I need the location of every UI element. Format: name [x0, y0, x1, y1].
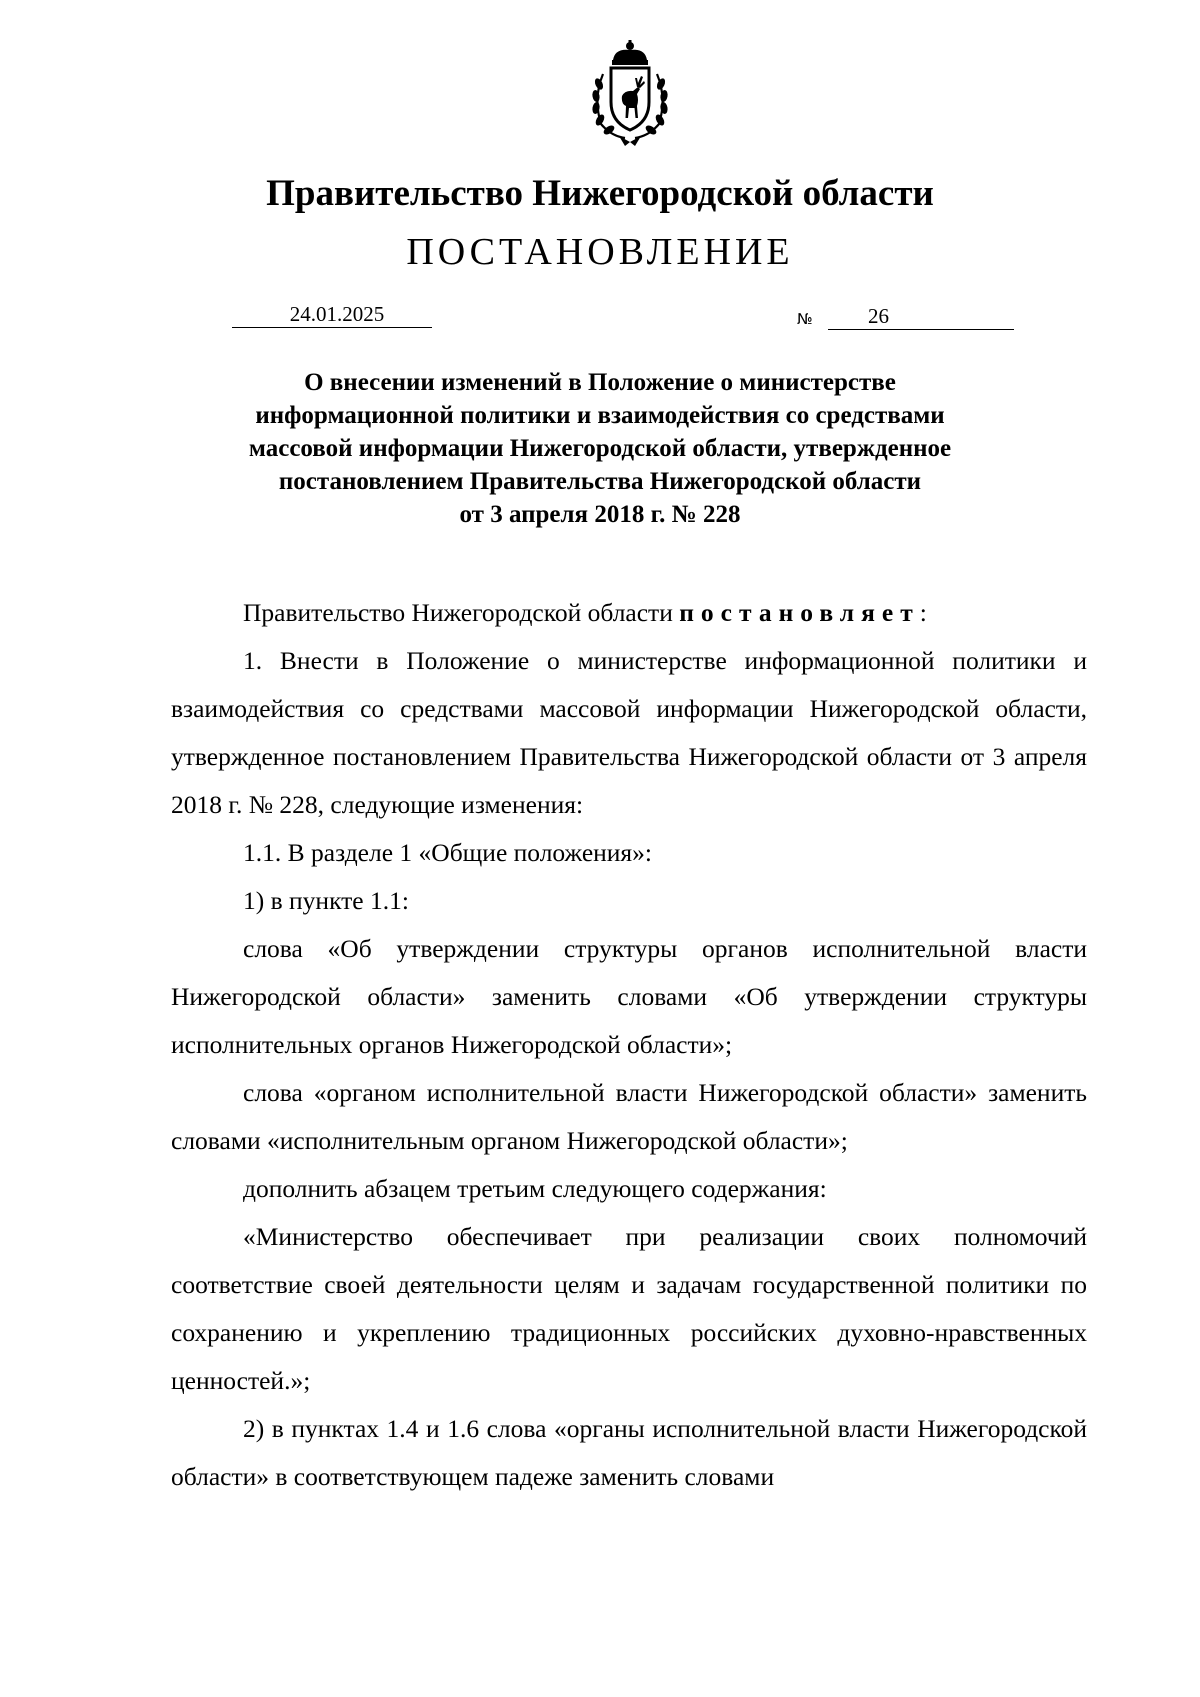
body-paragraph: «Министерство обеспечивает при реализации своих полномочий соответствие своей деятельности целям и задачам государственной политики по сохранению и укреплению традиционных российских духовно-нравственных ценностей.»;: [171, 1222, 1087, 1395]
number-sign: №: [797, 310, 813, 328]
subject-line: массовой информации Нижегородской области, утвержденное: [248, 435, 952, 462]
document-type: ПОСТАНОВЛЕНИЕ: [406, 231, 794, 273]
document-date: 24.01.2025: [232, 301, 432, 328]
body-paragraph: 1. Внести в Положение о министерстве информационной политики и взаимодействия со средствами массовой информации Нижегородской области, утвержденное постановлением Правительства Нижегородской области от 3 апреля 2018 г. № 228, следующие изменения:: [171, 646, 1087, 819]
crown-icon: [612, 40, 648, 65]
intro-prefix: Правительство Нижегородской области: [243, 598, 680, 627]
subject-line: постановлением Правительства Нижегородской области: [278, 468, 922, 495]
body-paragraph: слова «органом исполнительной власти Нижегородской области» заменить словами «исполнительным органом Нижегородской области»;: [171, 1078, 1087, 1155]
body-paragraph: 1.1. В разделе 1 «Общие положения»:: [243, 838, 652, 867]
subject-line: О внесении изменений в Положение о министерстве: [304, 369, 896, 396]
body-paragraph: слова «Об утверждении структуры органов исполнительной власти Нижегородской области» заменить словами «Об утверждении структуры исполнительных органов Нижегородской области»;: [171, 934, 1087, 1059]
intro-suffix: :: [919, 598, 927, 627]
document-body: [171, 589, 1087, 1501]
body-paragraph: 1) в пункте 1.1:: [243, 886, 409, 915]
document-number-field: [828, 303, 1014, 330]
body-paragraph: дополнить абзацем третьим следующего содержания:: [243, 1174, 827, 1203]
coat-of-arms-icon: [575, 38, 685, 148]
organization-title: Правительство Нижегородской области: [266, 173, 934, 214]
subject-line: информационной политики и взаимодействия со средствами: [255, 402, 945, 429]
body-paragraph: 2) в пунктах 1.4 и 1.6 слова «органы исполнительной власти Нижегородской области» в соответствующем падеже заменить словами: [171, 1414, 1087, 1491]
document-number: 26: [868, 304, 889, 328]
intro-paragraph: [171, 589, 1087, 637]
resolves-word: постановляет: [679, 598, 920, 627]
document-subject: [0, 366, 1200, 531]
subject-line: от 3 апреля 2018 г. № 228: [459, 501, 741, 528]
